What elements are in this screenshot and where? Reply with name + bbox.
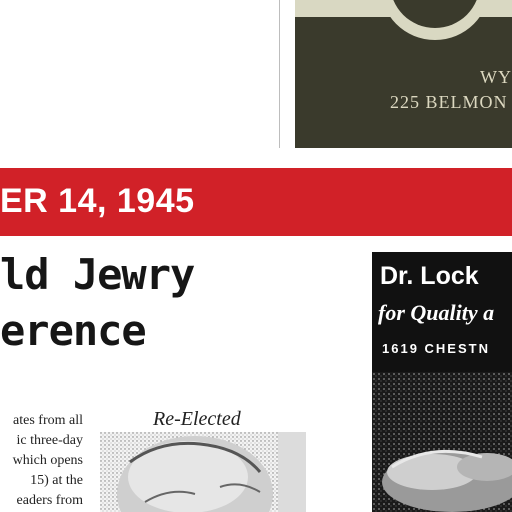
right-advertisement (372, 252, 512, 512)
body-line: ates from all (13, 413, 83, 428)
ad-slogan: for Quality a (378, 300, 495, 325)
ad-address: 1619 CHESTN (382, 341, 490, 356)
body-line: 15) at the (30, 473, 83, 488)
ad-title: Dr. Lock (380, 262, 479, 290)
article-headline-line2: erence (0, 306, 146, 355)
ad-product-image (372, 372, 512, 512)
article-headline-line1: ld Jewry (0, 250, 195, 299)
portrait-photo-image (100, 432, 306, 512)
body-line: ic three-day (16, 433, 83, 448)
body-line: eaders from (16, 493, 83, 508)
column-divider (279, 0, 280, 148)
portrait-photo (100, 432, 306, 512)
ad-address-line: 225 BELMON (390, 92, 508, 112)
date-banner (0, 168, 512, 236)
issue-date: ER 14, 1945 (0, 182, 195, 220)
top-advertisement (295, 0, 512, 148)
ad-text-line1: WY (480, 67, 512, 87)
article-body (0, 411, 83, 511)
body-line: which opens (12, 453, 83, 468)
photo-caption: Re-Elected (153, 408, 241, 430)
